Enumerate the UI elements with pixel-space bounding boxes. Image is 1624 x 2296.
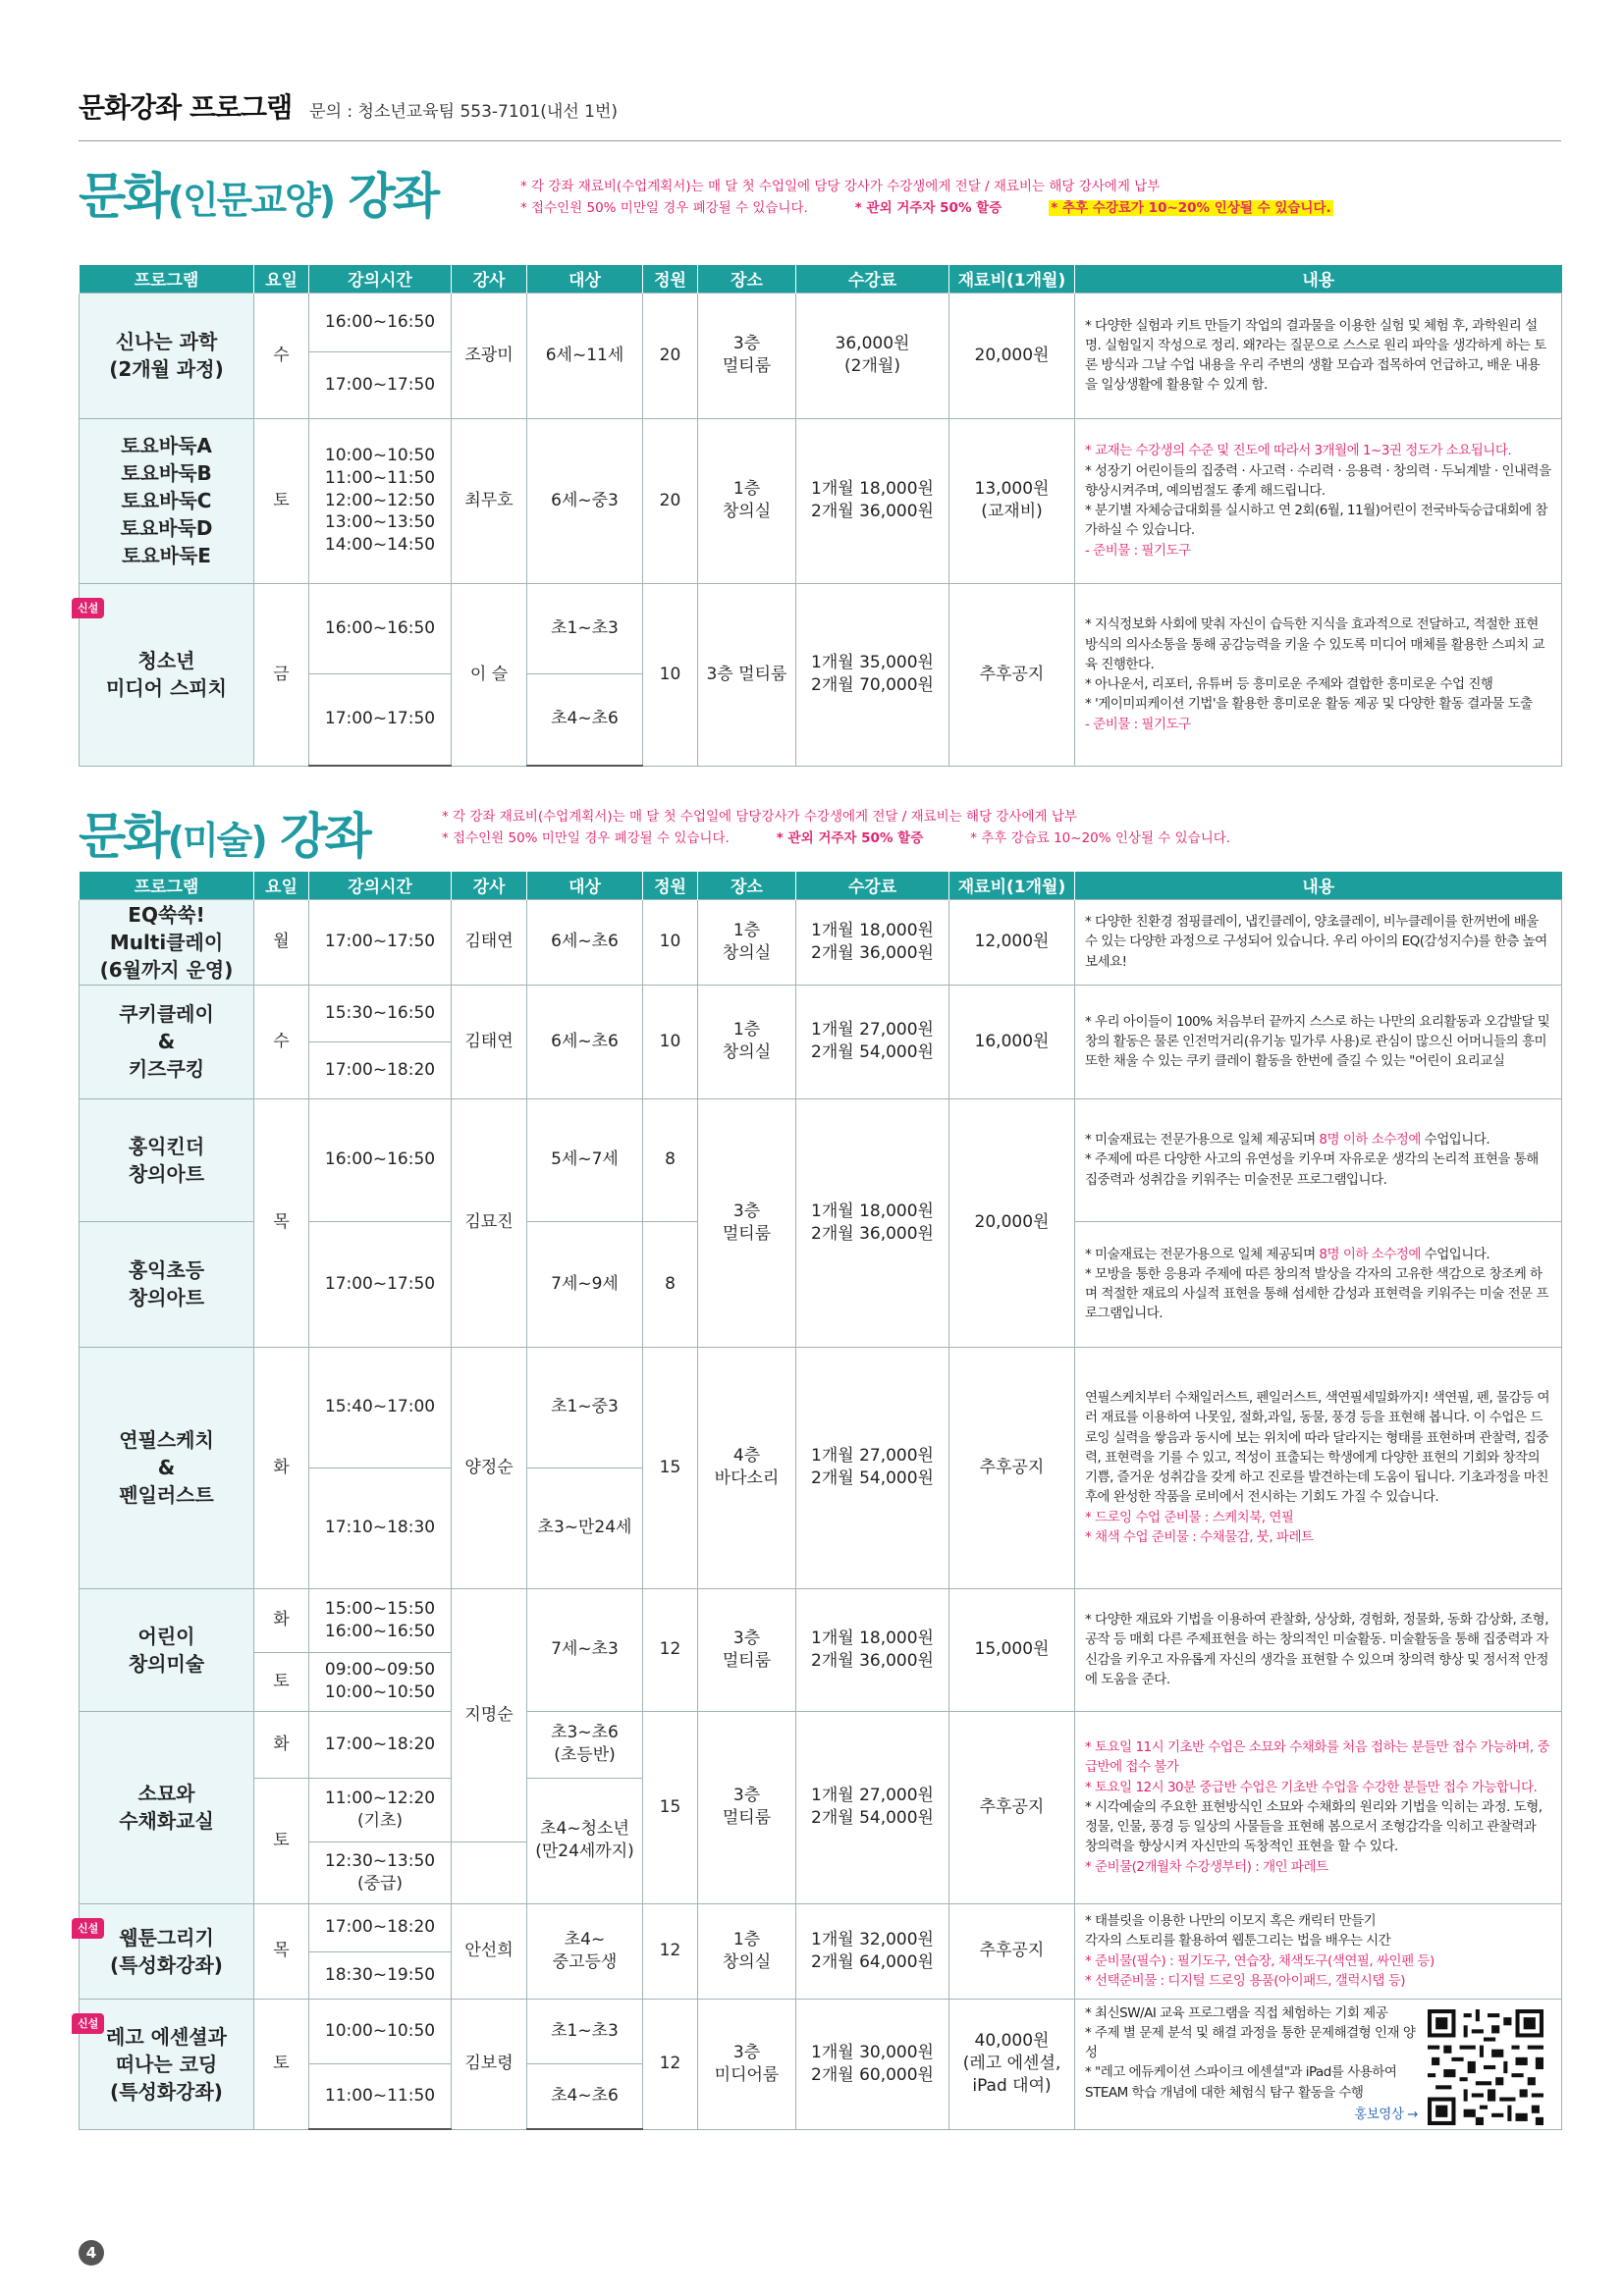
capacity-cell: 10 [643,899,698,985]
day-cell: 화 [254,1347,309,1588]
place-cell: 4층 바다소리 [698,1347,796,1588]
fee-cell: 1개월 18,000원 2개월 36,000원 [796,418,949,583]
time-cell: 16:00~16:50 [309,1098,452,1221]
col-capacity: 정원 [643,872,698,899]
note-surcharge: * 관외 거주자 50% 할증 [854,199,1002,216]
fee-cell: 1개월 27,000원 2개월 54,000원 [796,1347,949,1588]
desc-cell: * 미술재료는 전문가용으로 일체 제공되며 8명 이하 소수정예 수업입니다. * 주제에 따른 다양한 사고의 유연성을 키우며 자유로운 생각의 논리적 표현을 통해 집중력과 성취감을 키워주는 미술전문 프로그램입니다. [1075,1098,1562,1221]
fee-cell: 1개월 35,000원 2개월 70,000원 [796,583,949,766]
target-cell: 5세~7세 [527,1098,643,1221]
material-cell: 13,000원 (교재비) [949,418,1075,583]
time-cell: 15:00~15:50 16:00~16:50 [309,1588,452,1652]
time-cell: 10:00~10:50 [309,1999,452,2064]
time-cell: 12:30~13:50 (중급) [309,1842,452,1903]
material-cell: 추후공지 [949,1347,1075,1588]
capacity-cell: 8 [643,1221,698,1347]
day-cell: 토 [254,1999,309,2129]
time-cell: 17:00~18:20 [309,1041,452,1098]
fee-cell: 36,000원 (2개월) [796,293,949,418]
material-cell: 15,000원 [949,1588,1075,1711]
material-cell: 추후공지 [949,1711,1075,1903]
day-cell: 토 [254,1652,309,1711]
table-row [80,1903,1562,1951]
material-cell: 추후공지 [949,583,1075,766]
time-cell: 17:10~18:30 [309,1468,452,1588]
target-cell: 6세~초6 [527,985,643,1098]
time-cell: 18:30~19:50 [309,1951,452,1999]
program-name: 어린이 창의미술 [80,1588,254,1711]
target-cell: 6세~초6 [527,899,643,985]
day-cell: 수 [254,985,309,1098]
place-cell: 1층 창의실 [698,985,796,1098]
desc-cell: * 교재는 수강생의 수준 및 진도에 따라서 3개월에 1~3권 정도가 소요됩니다. * 성장기 어린이들의 집중력 · 사고력 · 수리력 · 응용력 · 창의력 · 두뇌계발 · 인내력을 향상시켜주며, 예의범절도 좋게 해드립니다. * 분기별 자체승급대회를 실시하고 연 2회(6월, 11월)어린이 전국바둑승급대회에 참가하실 수 있습니다. - 준비물 : 필기도구 [1075,418,1562,583]
new-badge: 신설 [72,2013,104,2034]
time-cell: 09:00~09:50 10:00~10:50 [309,1652,452,1711]
capacity-cell: 12 [643,1588,698,1711]
place-cell: 3층 미디어룸 [698,1999,796,2129]
target-cell: 7세~초3 [527,1588,643,1711]
table-row [80,1999,1562,2064]
desc-cell: 연필스케치부터 수채일러스트, 펜일러스트, 색연필세밀화까지! 색연필, 펜, 물감등 여러 재료를 이용하여 나못잎, 절화,과일, 동물, 풍경 등을 표현해 봅니다. 이 수업은 드로잉 실력을 쌓음과 동시에 보는 위치에 따라 달라지는 형태를 표현하며 관찰력, 집중력, 표현력을 기를 수 있고, 적성이 표출되는 학생에게 다양한 표현의 기회와 창작의 기쁨, 즐거운 성취감을 갖게 하고 진로를 발견하는데 도움이 됩니다. 기초과정을 마친 후에 완성한 작품을 로비에서 전시하는 기회도 가질 수 있습니다. * 드로잉 수업 준비물 : 스케치북, 연필 * 채색 수업 준비물 : 수채물감, 붓, 파레트 [1075,1347,1562,1588]
fee-cell: 1개월 18,000원 2개월 36,000원 [796,899,949,985]
desc-cell: * 다양한 재료와 기법을 이용하여 관찰화, 상상화, 경험화, 정물화, 동화 감상화, 조형, 공작 등 매회 다른 주제표현을 하는 창의적인 미술활동. 미술활동을 통해 집중력과 자신감을 키우고 자유롭게 자신의 생각을 표현할 수 있으며 창의력 향상 및 정서적 안정에 도움을 준다. [1075,1588,1562,1711]
program-name: 신나는 과학 (2개월 과정) [80,293,254,418]
col-program: 프로그램 [80,872,254,899]
place-cell: 1층 창의실 [698,899,796,985]
page-title: 문화강좌 프로그램 [79,91,293,124]
teacher-cell: 김보령 [452,1999,527,2129]
time-cell: 16:00~16:50 [309,293,452,351]
teacher-cell: 최무호 [452,418,527,583]
time-cell: 16:00~16:50 [309,583,452,673]
capacity-cell: 12 [643,1903,698,1999]
fee-cell: 1개월 18,000원 2개월 36,000원 [796,1098,949,1347]
note-cancel: * 접수인원 50% 미만일 경우 폐강될 수 있습니다. [442,829,730,846]
target-cell: 초4~ 중고등생 [527,1903,643,1999]
program-name: EQ쑥쑥! Multi클레이 (6월까지 운영) [80,899,254,985]
place-cell: 1층 창의실 [698,418,796,583]
col-fee: 수강료 [796,872,949,899]
place-cell: 3층 멀티룸 [698,1711,796,1903]
teacher-cell: 지명순 [452,1588,527,1842]
teacher-cell: 김태연 [452,899,527,985]
day-cell: 목 [254,1903,309,1999]
promo-video-link[interactable]: 홍보영상 → [1354,2106,1418,2122]
col-material: 재료비(1개월) [949,872,1075,899]
col-day: 요일 [254,265,309,293]
note-material-fee: * 각 강좌 재료비(수업계획서)는 매 달 첫 수업일에 담당 강사가 수강생에게 전달 / 재료비는 해당 강사에게 납부 [520,179,1161,194]
fee-cell: 1개월 27,000원 2개월 54,000원 [796,985,949,1098]
col-time: 강의시간 [309,872,452,899]
table-row [80,985,1562,1041]
day-cell: 목 [254,1098,309,1347]
material-cell: 12,000원 [949,899,1075,985]
new-badge: 신설 [72,598,104,618]
day-cell: 금 [254,583,309,766]
target-cell: 초4~청소년 (만24세까지) [527,1778,643,1903]
teacher-cell: 김태연 [452,985,527,1098]
page-number: 4 [79,2240,104,2266]
col-program: 프로그램 [80,265,254,293]
program-name: 연필스케치 & 펜일러스트 [80,1347,254,1588]
day-cell: 화 [254,1711,309,1778]
program-name: 소묘와 수채화교실 [80,1711,254,1903]
art-table [79,872,1562,2130]
fee-cell: 1개월 18,000원 2개월 36,000원 [796,1588,949,1711]
fee-cell: 1개월 32,000원 2개월 64,000원 [796,1903,949,1999]
day-cell: 수 [254,293,309,418]
capacity-cell: 10 [643,583,698,766]
desc-cell: * 미술재료는 전문가용으로 일체 제공되며 8명 이하 소수정예 수업입니다. * 모방을 통한 응용과 주제에 따른 창의적 발상을 각자의 고유한 색감으로 창조케 하며 적절한 재료의 사실적 표현을 통해 섬세한 감성과 표현력을 키워주는 미술 전문 프로그램입니다. [1075,1221,1562,1347]
col-content: 내용 [1075,265,1562,293]
time-cell: 15:30~16:50 [309,985,452,1041]
col-target: 대상 [527,872,643,899]
teacher-cell: 조광미 [452,293,527,418]
place-cell: 3층 멀티룸 [698,293,796,418]
desc-cell: * 우리 아이들이 100% 처음부터 끝까지 스스로 하는 나만의 요리활동과 오감발달 및 창의 활동은 물론 인전먹거리(유기농 밀가루 사용)로 관심이 많으신 어머니들의 흥미 또한 채울 수 있는 쿠키 클레이 활동을 한번에 즐길 수 있는 "어린이 요리교실 [1075,985,1562,1098]
place-cell: 3층 멀티룸 [698,1098,796,1347]
humanities-table [79,265,1562,767]
program-name: 홍익킨더 창의아트 [80,1098,254,1221]
day-cell: 토 [254,418,309,583]
desc-cell: * 태블릿을 이용한 나만의 이모지 혹은 캐릭터 만들기 각자의 스토리를 활용하여 웹툰그리는 법을 배우는 시간 * 준비물(필수) : 필기도구, 연습장, 채색도구(색연필, 싸인펜 등) * 선택준비물 : 디지털 드로잉 용품(아이패드, 갤럭시탭 등) [1075,1903,1562,1999]
table-row [80,1098,1562,1221]
teacher-cell: 김묘진 [452,1098,527,1347]
col-teacher: 강사 [452,265,527,293]
table-row [80,1711,1562,1778]
material-cell: 40,000원 (레고 에센셜, iPad 대여) [949,1999,1075,2129]
desc-cell: * 다양한 친환경 점핑클레이, 냅킨클레이, 양초클레이, 비누클레이를 한꺼번에 배울 수 있는 다양한 과정으로 구성되어 있습니다. 우리 아이의 EQ(감성지수)를 한층 높여보세요! [1075,899,1562,985]
target-cell: 6세~11세 [527,293,643,418]
capacity-cell: 20 [643,293,698,418]
day-cell: 화 [254,1588,309,1652]
col-fee: 수강료 [796,265,949,293]
table-header-row [80,265,1562,293]
contact-info: 문의 : 청소년교육팀 553-7101(내선 1번) [309,102,619,122]
capacity-cell: 8 [643,1098,698,1221]
day-cell: 월 [254,899,309,985]
table-row [80,583,1562,673]
time-cell: 11:00~12:20 (기초) [309,1778,452,1842]
desc-cell: * 지식정보화 사회에 맞춰 자신이 습득한 지식을 효과적으로 전달하고, 적절한 표현 방식의 의사소통을 통해 공감능력을 키울 수 있도록 미디어 매체를 활용한 스피치 교육 진행한다. * 아나운서, 리포터, 유튜버 등 흥미로운 주제와 결합한 흥미로운 수업 진행 * '게이미피케이션 기법'을 활용한 흥미로운 활동 제공 및 다양한 활동 결과물 도출 - 준비물 : 필기도구 [1075,583,1562,766]
place-cell: 1층 창의실 [698,1903,796,1999]
qr-code-icon[interactable] [1428,2009,1543,2125]
capacity-cell: 12 [643,1999,698,2129]
program-name: 신설 청소년 미디어 스피치 [80,583,254,766]
target-cell: 7세~9세 [527,1221,643,1347]
capacity-cell: 10 [643,985,698,1098]
desc-cell: * 다양한 실험과 키트 만들기 작업의 결과물을 이용한 실험 및 체험 후, 과학원리 설명. 실험일지 작성으로 정리. 왜?라는 질문으로 스스로 원리 파악을 생각하게 하는 토론 방식과 그날 수업 내용을 우리 주변의 생활 모습과 접목하여 언급하고, 배운 내용을 일상생활에 활용할 수 있게 함. [1075,293,1562,418]
note-surcharge: * 관외 거주자 50% 할증 [776,829,924,846]
note-price-increase: * 추후 강습료 10~20% 인상될 수 있습니다. [970,829,1231,846]
time-cell: 17:00~17:50 [309,899,452,985]
program-name: 쿠키클레이 & 키즈쿠킹 [80,985,254,1098]
material-cell: 16,000원 [949,985,1075,1098]
material-cell: 20,000원 [949,293,1075,418]
target-cell: 초3~만24세 [527,1468,643,1588]
time-cell: 17:00~17:50 [309,1221,452,1347]
target-cell: 초1~중3 [527,1347,643,1468]
program-name: 신설 레고 에센셜과 떠나는 코딩 (특성화강좌) [80,1999,254,2129]
time-cell: 17:00~18:20 [309,1711,452,1778]
table-row [80,899,1562,985]
col-content: 내용 [1075,872,1562,899]
program-name: 신설 웹툰그리기 (특성화강좌) [80,1903,254,1999]
teacher-cell: 이 슬 [452,583,527,766]
desc-cell: * 토요일 11시 기초반 수업은 소묘와 수채화를 처음 접하는 분들만 접수 가능하며, 중급반에 접수 불가 * 토요일 12시 30분 중급반 수업은 기초반 수업을 수강한 분들만 접수 가능합니다. * 시각예술의 주요한 표현방식인 소묘와 수채화의 원리와 기법을 익히는 과정. 도형, 정물, 인물, 풍경 등 일상의 사물들을 표현해 봄으로서 조형감각을 익히고 관찰력과 창의력을 향상시켜 자신만의 독창적인 표현을 할 수 있다. * 준비물(2개월차 수강생부터) : 개인 파레트 [1075,1711,1562,1903]
new-badge: 신설 [72,1918,104,1939]
capacity-cell: 20 [643,418,698,583]
fee-cell: 1개월 30,000원 2개월 60,000원 [796,1999,949,2129]
table-row [80,1588,1562,1652]
program-name: 토요바둑A 토요바둑B 토요바둑C 토요바둑D 토요바둑E [80,418,254,583]
note-cancel: * 접수인원 50% 미만일 경우 폐강될 수 있습니다. [520,199,808,216]
target-cell: 초1~초3 [527,1999,643,2064]
capacity-cell: 15 [643,1347,698,1588]
table-row [80,1347,1562,1468]
target-cell: 초3~초6 (초등반) [527,1711,643,1778]
col-teacher: 강사 [452,872,527,899]
time-cell: 15:40~17:00 [309,1347,452,1468]
target-cell: 초1~초3 [527,583,643,673]
col-capacity: 정원 [643,265,698,293]
day-cell: 토 [254,1778,309,1903]
material-cell: 추후공지 [949,1903,1075,1999]
capacity-cell: 15 [643,1711,698,1903]
place-cell: 3층 멀티룸 [698,1588,796,1711]
table-row [80,293,1562,351]
note-price-increase: * 추후 수강료가 10~20% 인상될 수 있습니다. [1051,199,1331,216]
teacher-cell: 안선희 [452,1903,527,1999]
section-art-notes [442,807,1230,849]
page-header [79,86,1561,141]
target-cell: 6세~중3 [527,418,643,583]
col-target: 대상 [527,265,643,293]
fee-cell: 1개월 27,000원 2개월 54,000원 [796,1711,949,1903]
section-humanities-head [79,157,1561,236]
col-time: 강의시간 [309,265,452,293]
col-day: 요일 [254,872,309,899]
note-material-fee: * 각 강좌 재료비(수업계획서)는 매 달 첫 수업일에 담당강사가 수강생에게 전달 / 재료비는 해당 강사에게 납부 [442,809,1077,825]
target-cell: 초4~초6 [527,673,643,766]
col-material: 재료비(1개월) [949,265,1075,293]
col-place: 장소 [698,265,796,293]
place-cell: 3층 멀티룸 [698,583,796,766]
time-cell: 11:00~11:50 [309,2064,452,2130]
section-art-head [79,797,1561,876]
section-humanities-title: 문화(인문교양) 강좌 [79,168,438,225]
table-row [80,418,1562,583]
desc-cell: * 최신SW/AI 교육 프로그램을 직접 체험하는 기회 제공 * 주제 별 문제 분석 및 해결 과정을 통한 문제해결형 인재 양성 * "레고 에듀케이션 스파이크 에센셜"과 iPad를 사용하여 STEAM 학습 개념에 대한 체험식 탐구 활동을 수행 홍보영상 → [1075,1999,1562,2129]
target-cell: 초4~초6 [527,2064,643,2130]
time-cell: 10:00~10:50 11:00~11:50 12:00~12:50 13:00~13:50 14:00~14:50 [309,418,452,583]
time-cell: 17:00~18:20 [309,1903,452,1951]
teacher-cell: 양정순 [452,1347,527,1588]
program-name: 홍익초등 창의아트 [80,1221,254,1347]
time-cell: 17:00~17:50 [309,673,452,766]
material-cell: 20,000원 [949,1098,1075,1347]
table-header-row [80,872,1562,899]
time-cell: 17:00~17:50 [309,351,452,418]
section-humanities-notes [520,177,1333,219]
col-place: 장소 [698,872,796,899]
section-art-title: 문화(미술) 강좌 [79,808,369,865]
